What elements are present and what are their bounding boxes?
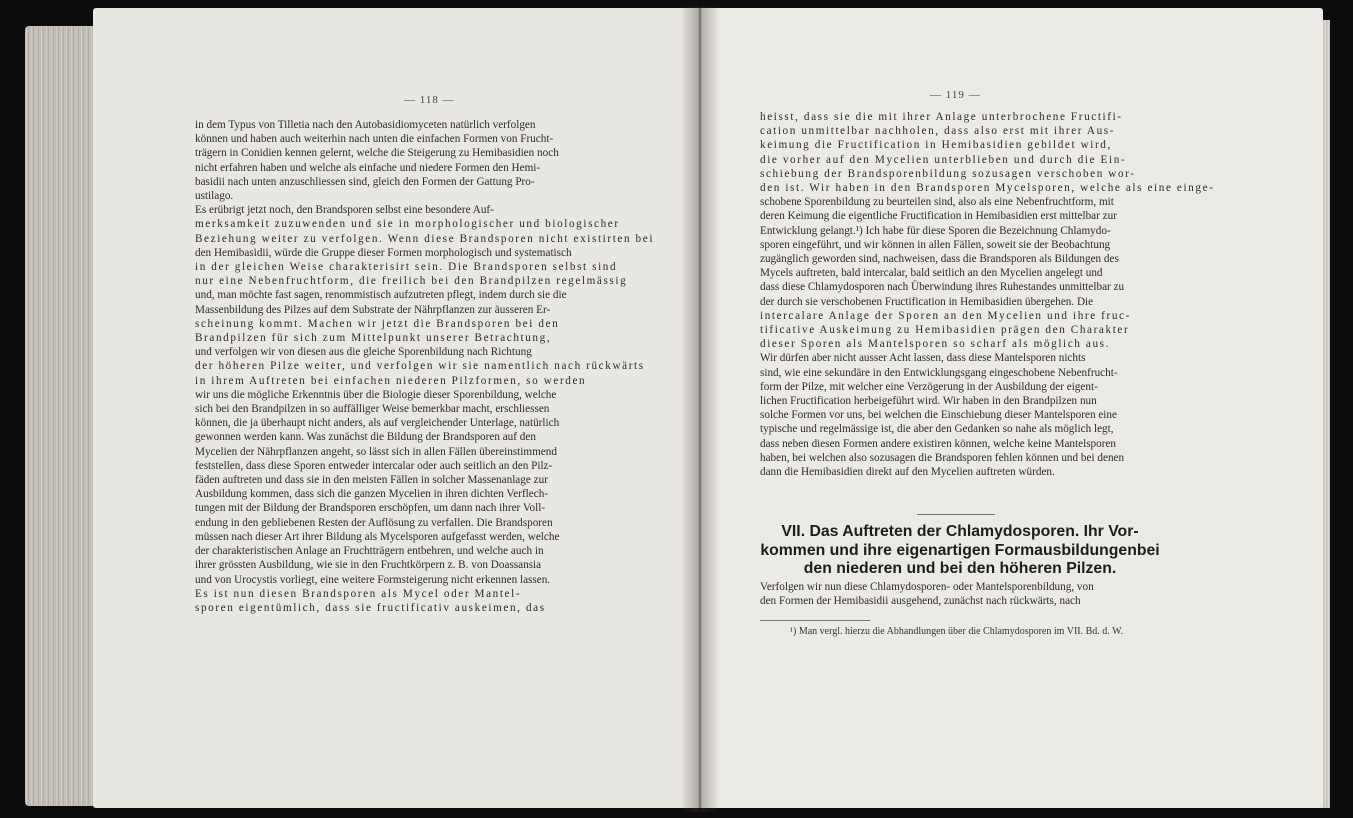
text-line: und verfolgen wir von diesen aus die gleiche Sporenbildung nach Richtung (195, 346, 532, 359)
book-gutter (680, 6, 720, 812)
text-line: heisst, dass sie die mit ihrer Anlage unterbrochene Fructifi- (760, 111, 1123, 123)
text-line: sind, wie eine sekundäre in den Entwicklungsgang eingeschobene Nebenfrucht- (760, 366, 1118, 379)
text-line: in ihrem Auftreten bei einfachen niederen Pilzformen, so werden (195, 374, 587, 387)
text-line: solche Formen vor uns, bei welchen die Einschiebung dieser Mantelsporen eine (760, 409, 1117, 422)
text-line: dann die Hemibasidien direkt auf den Mycelien auftreten würden. (760, 466, 1055, 479)
chapter-heading (760, 523, 1160, 579)
text-line: schobene Sporenbildung zu beurteilen sind, also als eine Nebenfruchtform, mit (760, 196, 1114, 209)
text-line: Ausbildung kommen, dass sich die ganzen Mycelien in ihren dichten Verflech- (195, 488, 549, 501)
heading-line: bei den niederen und bei den höheren Pilzen. (803, 541, 1160, 578)
text-line: sporen eingeführt, und wir können in allen Fällen, soweit sie der Beobachtung (760, 238, 1111, 251)
text-line: können, die ja überhaupt nicht anders, als auf vergleichender Unterlage, natürlich (195, 417, 560, 430)
text-line: Beziehung weiter zu verfolgen. Wenn diese Brandsporen nicht existirten bei (195, 232, 655, 245)
text-line: Entwicklung gelangt.¹) Ich habe für diese Sporen die Bezeichnung Chlamydo- (760, 224, 1111, 237)
text-line: den Formen der Hemibasidii ausgehend, zunächst nach rückwärts, nach (760, 595, 1081, 608)
text-line: und, man möchte fast sagen, renommistisch aufzutreten pflegt, indem durch sie die (195, 289, 567, 302)
text-line: Brandpilzen für sich zum Mittelpunkt unserer Betrachtung, (195, 332, 552, 345)
text-line: Massenbildung des Pilzes auf dem Substrate der Nährpflanzen zur äusseren Er- (195, 303, 551, 316)
text-line: müssen nach dieser Art ihrer Bildung als Mycelsporen aufgefasst werden, welche (195, 530, 560, 543)
text-line: trägern in Conidien kennen gelernt, welche die Steigerung zu Hemibasidien noch (195, 147, 559, 160)
left-page-number: — 118 — (404, 94, 455, 106)
text-line: zugänglich geworden sind, nachweisen, dass die Brandsporen als Bildungen des (760, 253, 1119, 266)
footnote: ¹) Man vergl. hierzu die Abhandlungen über die Chlamydosporen im VII. Bd. d. W. (790, 626, 1124, 637)
text-line: Es ist nun diesen Brandsporen als Mycel oder Mantel- (195, 587, 522, 600)
text-line: scheinung kommt. Machen wir jetzt die Brandsporen bei den (195, 317, 560, 330)
heading-line: kommen und ihre eigenartigen Formausbildungen (760, 541, 1137, 559)
text-line: dass diese Chlamydosporen nach Überwindung ihres Ruhestandes unmittelbar zu (760, 281, 1125, 294)
text-line: deren Keimung die eigentliche Fructification in Hemibasidien erst mittelbar zur (760, 210, 1117, 223)
text-line: sich bei den Brandpilzen in so auffälliger Weise bemerkbar macht, erschliessen (195, 403, 550, 416)
text-line: und von Urocystis vorliegt, eine weitere Formsteigerung nicht erkennen lassen. (195, 573, 551, 586)
text-line: nur eine Nebenfruchtform, die freilich bei den Brandpilzen regelmässig (195, 275, 628, 288)
text-line: gewonnen werden kann. Was zunächst die Bildung der Brandsporen auf den (195, 431, 536, 444)
text-line: dass neben diesen Formen andere existiren können, welche keine Mantelsporen (760, 437, 1117, 450)
text-line: fäden auftreten und dass sie in den meisten Fällen in solcher Massenanlage zur (195, 474, 548, 487)
text-line: können und haben auch weiterhin nach unten die einfachen Formen von Frucht- (195, 133, 554, 146)
text-line: haben, bei welchen also sozusagen die Brandsporen fehlen können und bei denen (760, 451, 1125, 464)
text-line: ihrer grössten Ausbildung, wie sie in den Fruchtkörpern z. B. von Doassansia (195, 559, 542, 572)
text-line: cation unmittelbar nachholen, dass also erst mit ihrer Aus- (760, 125, 1116, 138)
text-line: Es erübrigt jetzt noch, den Brandsporen selbst eine besondere Auf- (195, 204, 494, 217)
text-line: keimung die Fructification in Hemibasidien gebildet wird, (760, 139, 1112, 152)
text-line: wir uns die mögliche Erkenntnis über die Biologie dieser Sporenbildung, welche (195, 388, 557, 401)
text-line: form der Pilze, mit welcher eine Verzögerung in der Ausbildung der eigent- (760, 380, 1098, 393)
text-line: tificative Auskeimung zu Hemibasidien prägen den Charakter (760, 324, 1130, 337)
text-line: intercalare Anlage der Sporen an den Mycelien und ihre fruc- (760, 309, 1131, 322)
section-divider (917, 514, 995, 515)
text-line: feststellen, dass diese Sporen entweder intercalar oder auch seitlich an den Pilz- (195, 459, 553, 472)
text-line: in dem Typus von Tilletia nach den Autobasidiomyceten natürlich verfolgen (195, 119, 536, 131)
heading-line: VII. Das Auftreten der Chlamydosporen. Ihr Vor- (781, 523, 1139, 540)
text-line: der charakteristischen Anlage an Fruchtträgern entbehren, und welche auch in (195, 545, 544, 558)
left-page-text (195, 118, 655, 615)
text-line: die vorher auf den Mycelien unterblieben und durch die Ein- (760, 153, 1127, 166)
text-line: basidii nach unten anzuschliessen sind, gleich den Formen der Gattung Pro- (195, 175, 535, 188)
text-line: der durch sie verschobenen Fructification in Hemibasidien übergehen. Die (760, 295, 1094, 308)
right-page-text (760, 110, 1215, 479)
text-line: nicht erfahren haben und welche als einfache und niedere Formen den Hemi- (195, 161, 541, 174)
text-line: merksamkeit zuzuwenden und sie in morphologischer und biologischer (195, 218, 620, 231)
right-page-number: — 119 — (930, 89, 981, 101)
text-line: ustilago. (195, 190, 234, 203)
text-line: sporen eigentümlich, dass sie fructificativ auskeimen, das (195, 601, 546, 614)
text-line: Mycelien der Nährpflanzen angeht, so lässt sich in allen Fällen übereinstimmend (195, 445, 557, 458)
text-line: endung in den gebliebenen Resten der Auflösung zu verfallen. Die Brandsporen (195, 516, 553, 529)
text-line: lichen Fructification herbeigeführt wird. Wir haben in den Brandpilzen nun (760, 395, 1097, 408)
text-line: den ist. Wir haben in den Brandsporen Mycelsporen, welche als eine einge- (760, 182, 1215, 195)
footnote-rule (760, 620, 870, 621)
text-line: den Hemibasidii, würde die Gruppe dieser Formen morphologisch und systematisch (195, 246, 572, 259)
text-line: tungen mit der Bildung der Brandsporen erschöpfen, um dann nach ihrer Voll- (195, 502, 546, 515)
text-line: der höheren Pilze weiter, und verfolgen wir sie namentlich nach rückwärts (195, 360, 645, 373)
text-line: typische und regelmässige ist, die aber den Gedanken so nahe als möglich legt, (760, 423, 1114, 436)
text-line: Verfolgen wir nun diese Chlamydosporen- oder Mantelsporenbildung, von (760, 581, 1094, 593)
text-line: in der gleichen Weise charakterisirt sein. Die Brandsporen selbst sind (195, 261, 618, 274)
text-line: Wir dürfen aber nicht ausser Acht lassen, dass diese Mantelsporen nichts (760, 352, 1086, 365)
text-line: dieser Sporen als Mantelsporen so scharf als möglich aus. (760, 338, 1111, 351)
chapter-intro-text (760, 580, 1160, 608)
text-line: schiebung der Brandsporenbildung sozusagen verschoben wor- (760, 167, 1136, 180)
text-line: Mycels auftreten, bald intercalar, bald seitlich an den Mycelien angelegt und (760, 267, 1103, 280)
